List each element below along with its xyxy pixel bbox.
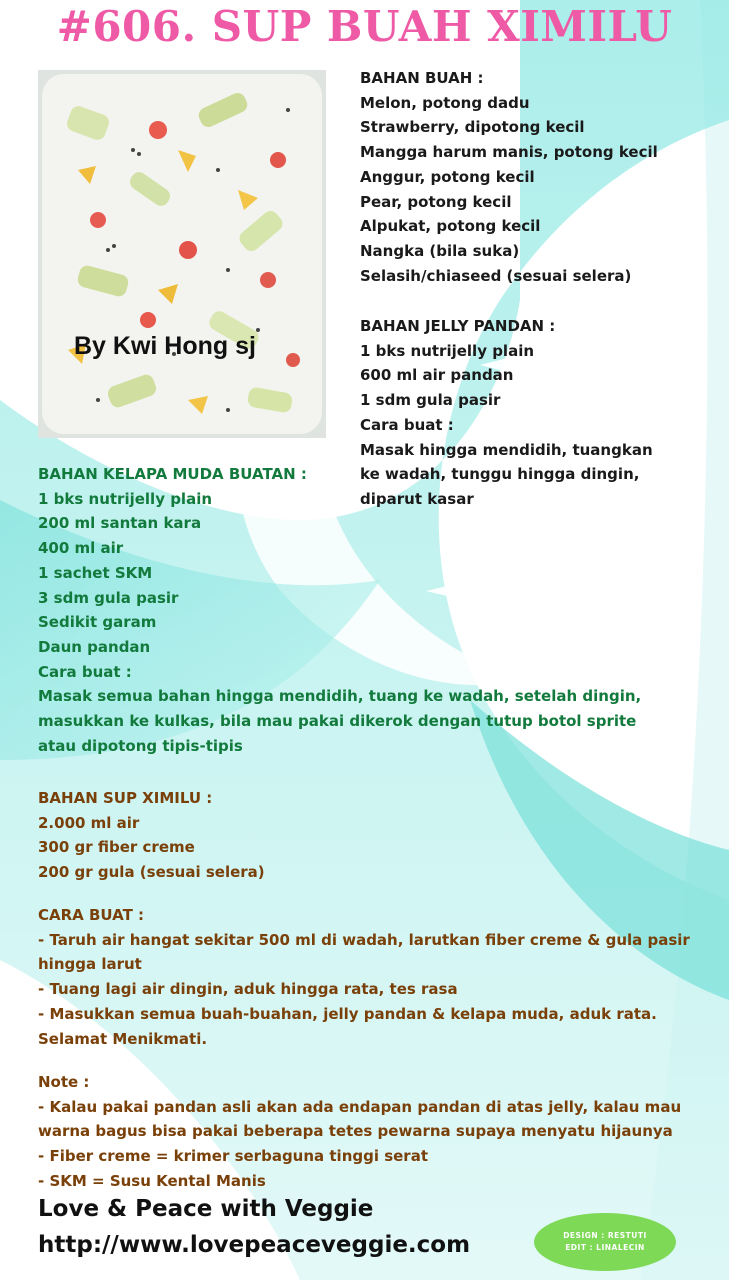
design-credit-badge	[534, 1213, 676, 1271]
section-heading: Note :	[38, 1073, 90, 1091]
cara-text: Masak hingga mendidih, tuangkan	[360, 440, 653, 459]
note-section	[38, 1070, 681, 1194]
list-item: 200 gr gula (sesuai selera)	[38, 863, 265, 882]
cara-buat-section	[38, 903, 690, 1051]
note-text: warna bagus bisa pakai beberapa tetes pewarna supaya menyatu hijaunya	[38, 1122, 673, 1141]
list-item: Anggur, potong kecil	[360, 167, 535, 186]
list-item: Nangka (bila suka)	[360, 241, 520, 260]
list-item: 1 bks nutrijelly plain	[360, 341, 535, 360]
section-heading: BAHAN BUAH :	[360, 69, 484, 87]
note-text: - Kalau pakai pandan asli akan ada endapan pandan di atas jelly, kalau mau	[38, 1097, 682, 1116]
bahan-sup-section	[38, 786, 265, 885]
list-item: Strawberry, dipotong kecil	[360, 118, 585, 137]
section-heading: BAHAN JELLY PANDAN :	[360, 317, 556, 335]
step-text: - Taruh air hangat sekitar 500 ml di wadah, larutkan fiber creme & gula pasir	[38, 930, 690, 949]
list-item: Mangga harum manis, potong kecil	[360, 143, 658, 162]
list-item: 600 ml air pandan	[360, 366, 514, 385]
badge-line: EDIT : LINALECIN	[565, 1243, 645, 1252]
footer-url[interactable]: http://www.lovepeaceveggie.com	[38, 1232, 471, 1258]
note-text: - SKM = Susu Kental Manis	[38, 1171, 266, 1190]
cara-text: ke wadah, tunggu hingga dingin,	[360, 465, 640, 484]
cara-text: masukkan ke kulkas, bila mau pakai dikerok dengan tutup botol sprite	[38, 712, 637, 731]
list-item: Daun pandan	[38, 637, 151, 656]
section-heading: BAHAN KELAPA MUDA BUATAN :	[38, 465, 307, 483]
list-item: 400 ml air	[38, 539, 124, 558]
step-text: Selamat Menikmati.	[38, 1029, 208, 1048]
step-text: hingga larut	[38, 955, 142, 974]
list-item: 1 bks nutrijelly plain	[38, 489, 213, 508]
photo-credit: By Kwi Hong sj	[74, 332, 256, 360]
cara-text: diparut kasar	[360, 489, 474, 508]
list-item: 1 sdm gula pasir	[360, 391, 501, 410]
cara-label: Cara buat :	[360, 415, 454, 434]
step-text: - Tuang lagi air dingin, aduk hingga rata, tes rasa	[38, 980, 458, 999]
section-heading: BAHAN SUP XIMILU :	[38, 789, 213, 807]
list-item: Sedikit garam	[38, 613, 157, 632]
list-item: Melon, potong dadu	[360, 93, 530, 112]
note-text: - Fiber creme = krimer serbaguna tinggi serat	[38, 1147, 428, 1166]
step-text: - Masukkan semua buah-buahan, jelly pandan & kelapa muda, aduk rata.	[38, 1004, 657, 1023]
dessert-illustration	[38, 70, 326, 438]
bahan-buah-section	[360, 66, 658, 288]
badge-line: DESIGN : RESTUTI	[563, 1231, 647, 1240]
cara-text: atau dipotong tipis-tipis	[38, 736, 243, 755]
list-item: 3 sdm gula pasir	[38, 588, 179, 607]
list-item: 200 ml santan kara	[38, 514, 202, 533]
bahan-kelapa-section	[38, 462, 641, 758]
list-item: 300 gr fiber creme	[38, 838, 195, 857]
cara-text: Masak semua bahan hingga mendidih, tuang ke wadah, setelah dingin,	[38, 687, 642, 706]
section-heading: CARA BUAT :	[38, 906, 145, 924]
dessert-photo	[38, 70, 326, 438]
list-item: Pear, potong kecil	[360, 192, 512, 211]
list-item: 1 sachet SKM	[38, 563, 153, 582]
footer-tagline: Love & Peace with Veggie	[38, 1196, 374, 1222]
list-item: Selasih/chiaseed (sesuai selera)	[360, 266, 632, 285]
list-item: 2.000 ml air	[38, 813, 140, 832]
list-item: Alpukat, potong kecil	[360, 217, 541, 236]
page-title: #606. SUP BUAH XIMILU	[56, 2, 673, 51]
cara-label: Cara buat :	[38, 662, 132, 681]
